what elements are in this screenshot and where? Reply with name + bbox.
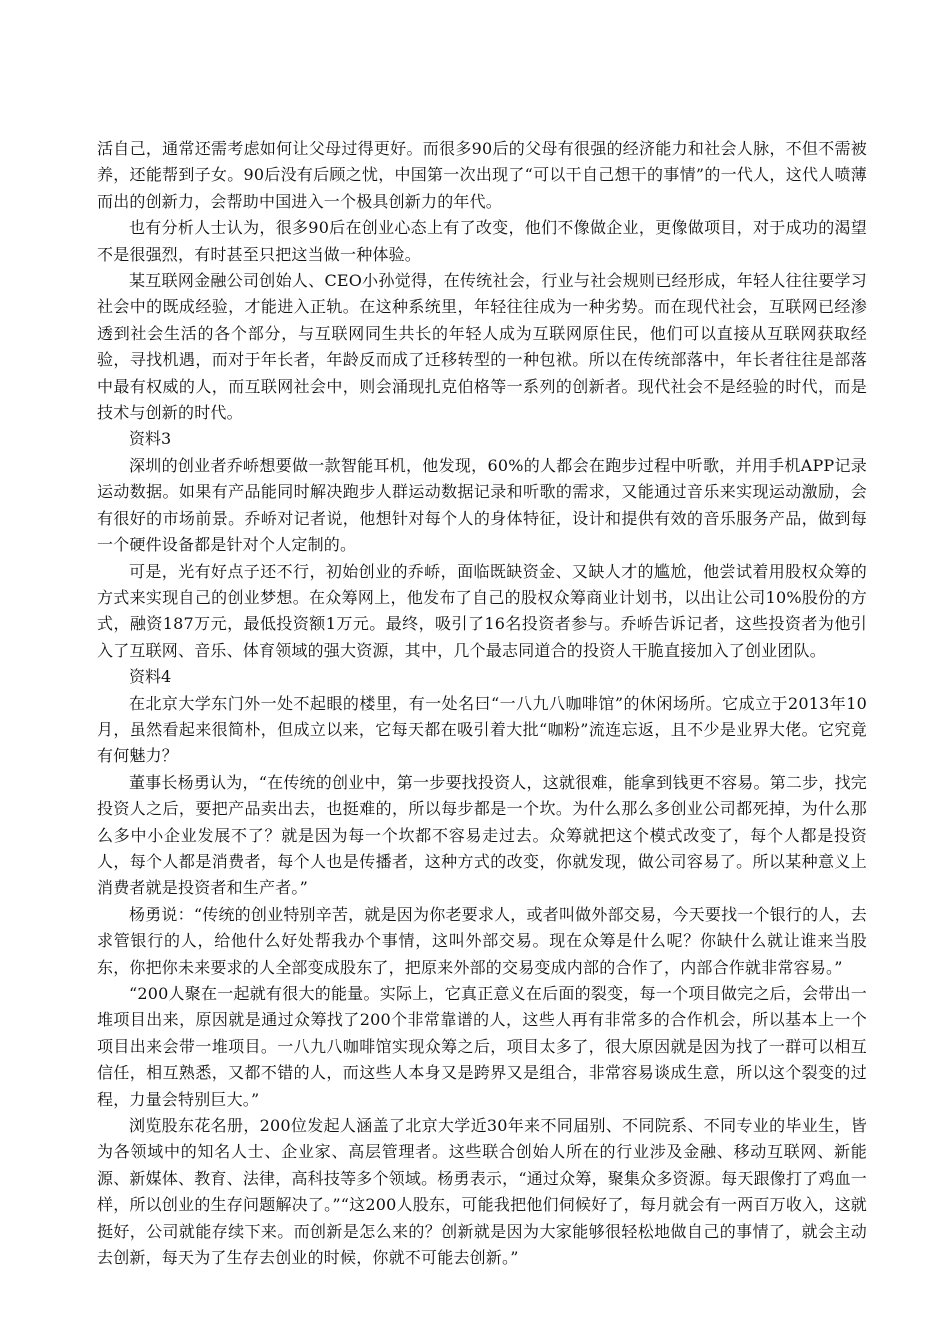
section-heading: 资料4: [129, 667, 172, 687]
paragraph: 可是，光有好点子还不行，初始创业的乔峤，面临既缺资金、又缺人才的尴尬，他尝试着用股权众筹的方式来实现自己的创业梦想。在众筹网上，他发布了自己的股权众筹商业计划书，以出让公司10%股份的方式，融资187万元，最低投资额1万元。最终，吸引了16名投资者参与。乔峤告诉记者，这些投资者为他引入了互联网、音乐、体育领域的强大资源，其中，几个最志同道合的投资人干脆直接加入了创业团队。: [97, 561, 867, 660]
paragraph: 也有分析人士认为，很多90后在创业心态上有了改变，他们不像做企业，更像做项目，对于成功的渴望不是很强烈，有时甚至只把这当做一种体验。: [97, 218, 867, 264]
paragraph: “200人聚在一起就有很大的能量。实际上，它真正意义在后面的裂变，每一个项目做完之后，会带出一堆项目出来，原因就是通过众筹找了200个非常靠谱的人，这些人再有非常多的合作机会，所以基本上一个项目出来会带一堆项目。一八九八咖啡馆实现众筹之后，项目太多了，很大原因就是因为找了一群可以相互信任，相互熟悉，又都不错的人，而这些人本身又是跨界又是组合，非常容易谈成生意，所以这个裂变的过程，力量会特别巨大。”: [97, 984, 867, 1109]
paragraph: 杨勇说：“传统的创业特别辛苦，就是因为你老要求人，或者叫做外部交易，今天要找一个银行的人，去求管银行的人，给他什么好处帮我办个事情，这叫外部交易。现在众筹是什么呢？你缺什么就让谁来当股东，你把你未来要求的人全部变成股东了，把原来外部的交易变成内部的合作了，内部合作就非常容易。”: [97, 904, 867, 977]
paragraph: 董事长杨勇认为，“在传统的创业中，第一步要找投资人，这就很难，能拿到钱更不容易。第二步，找完投资人之后，要把产品卖出去，也挺难的，所以每步都是一个坎。为什么那么多创业公司都死掉，为什么那么多中小企业发展不了？就是因为每一个坎都不容易走过去。众筹就把这个模式改变了，每个人都是投资人，每个人都是消费者，每个人也是传播者，这种方式的改变，你就发现，做公司容易了。所以某种意义上消费者就是投资者和生产者。”: [97, 772, 867, 898]
paragraph: 深圳的创业者乔峤想要做一款智能耳机，他发现，60%的人都会在跑步过程中听歌，并用手机APP记录运动数据。如果有产品能同时解决跑步人群运动数据记录和听歌的需求，又能通过音乐来实现运动激励，会有很好的市场前景。乔峤对记者说，他想针对每个人的身体特征，设计和提供有效的音乐服务产品，做到每一个硬件设备都是针对个人定制的。: [97, 455, 867, 555]
paragraph: 在北京大学东门外一处不起眼的楼里，有一处名曰“一八九八咖啡馆”的休闲场所。它成立于2013年10月，虽然看起来很简朴，但成立以来，它每天都在吸引着大批“咖粉”流连忘返，且不少是业界大佬。它究竟有何魅力？: [97, 693, 867, 766]
paragraph: 浏览股东花名册，200位发起人涵盖了北京大学近30年来不同届别、不同院系、不同专业的毕业生，皆为各领域中的知名人士、企业家、高层管理者。这些联合创始人所在的行业涉及金融、移动互联网、新能源、新媒体、教育、法律，高科技等多个领域。杨勇表示，“通过众筹，聚集众多资源。每天跟像打了鸡血一样，所以创业的生存问题解决了。”“这200人股东，可能我把他们伺候好了，每月就会有一两百万收入，这就挺好，公司就能存续下来。而创新是怎么来的？创新就是因为大家能够很轻松地做自己的事情了，就会主动去创新，每天为了生存去创业的时候，你就不可能去创新。”: [97, 1116, 867, 1268]
paragraph: 某互联网金融公司创始人、CEO小孙觉得，在传统社会，行业与社会规则已经形成，年轻人往往要学习社会中的既成经验，才能进入正轨。在这种系统里，年轻往往成为一种劣势。而在现代社会，互联网已经渗透到社会生活的各个部分，与互联网同生共长的年轻人成为互联网原住民，他们可以直接从互联网获取经验，寻找机遇，而对于年长者，年龄反而成了迁移转型的一种包袱。所以在传统部落中，年长者往往是部落中最有权威的人，而互联网社会中，则会涌现扎克伯格等一系列的创新者。现代社会不是经验的时代，而是技术与创新的时代。: [97, 271, 867, 423]
paragraph-continued: 活自己，通常还需考虑如何让父母过得更好。而很多90后的父母有很强的经济能力和社会人脉，不但不需被养，还能帮到子女。90后没有后顾之忧，中国第一次出现了“可以干自己想干的事情”的一代人，这代人喷薄而出的创新力，会帮助中国进入一个极具创新力的年代。: [97, 139, 867, 211]
section-heading: 资料3: [129, 429, 172, 449]
document-body: [97, 136, 867, 1271]
